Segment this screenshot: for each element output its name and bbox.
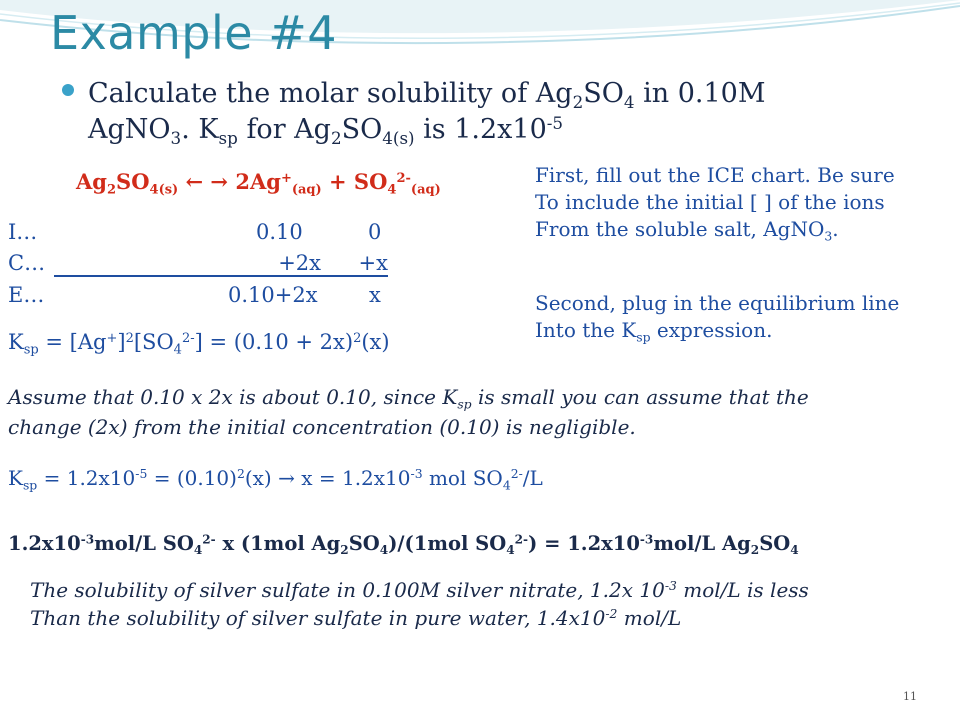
ice-change-underline [54,251,251,277]
equilibrium-arrows: ← → [178,169,236,194]
reaction-equation: $Ag_2SO_{4(s)}$ ← → $2Ag^+_{(aq)} + SO_4^{2-}_{(aq)}$ [76,169,441,198]
ice-equilibrium-ag: 0.10+2x [228,283,318,307]
ice-initial-so4: 0 [368,220,382,244]
ksp-expression: $K_{sp} = [Ag^+]^2[SO_4^{2-}] = (0.10 + 2x)^2(x)$ [8,330,390,358]
problem-line-2: AgNO$_3$. $K_{sp}$ for $Ag_2SO_{4(s)}$ is $1.2x10^{-5}$ [88,112,564,148]
ice-change-so4: +x [321,251,388,277]
instruction-notes-first: First, fill out the ICE chart. Be sure To include the initial [ ] of the ions From the soluble salt, AgNO$_3$. [535,163,895,244]
instruction-notes-second: Second, plug in the equilibrium line Into the $K_{sp}$ expression. [535,291,900,345]
ice-change-label: C… [8,251,46,275]
ice-initial-label: I… [8,220,38,244]
ice-equilibrium-label: E… [8,283,45,307]
assumption-text: Assume that 0.10 x 2x is about 0.10, since $K_{sp}$ is small you can assume that the change (2x) from the initial concentration (0.10) is negligible. [8,385,809,439]
ice-change-ag: +2x [251,251,321,277]
unit-conversion: $1.2x10^{-3}mol/L$ $SO_4^{2-}$ x (1mol $Ag_2SO_4)/(1mol$ $SO_4^{2-}) = 1.2x10^{-3}mol/L$ $Ag_2SO_4$ [8,532,799,558]
ice-initial-ag: 0.10 [256,220,303,244]
slide-title: Example #4 [50,6,337,60]
ksp-solution: $K_{sp} = 1.2x10^{-5} = (0.10)^2(x) \to x = 1.2x10^{-3}$ mol $SO_4^{2-}/L$ [8,466,543,493]
right-arrow-icon: → [278,466,295,490]
page-number: 11 [903,690,917,703]
problem-statement [88,76,765,148]
ice-equilibrium-so4: x [369,283,381,307]
problem-line-1: Calculate the molar solubility of $Ag_2SO_4$ in 0.10M [88,78,766,112]
conclusion-text: The solubility of silver sulfate in 0.100M silver nitrate, 1.2x $10^{-3}$ mol/L is less Than the solubility of silver sulfate in pure water, $1.4x10^{-2}$ mol/L [30,578,809,630]
bullet-icon [62,84,74,96]
